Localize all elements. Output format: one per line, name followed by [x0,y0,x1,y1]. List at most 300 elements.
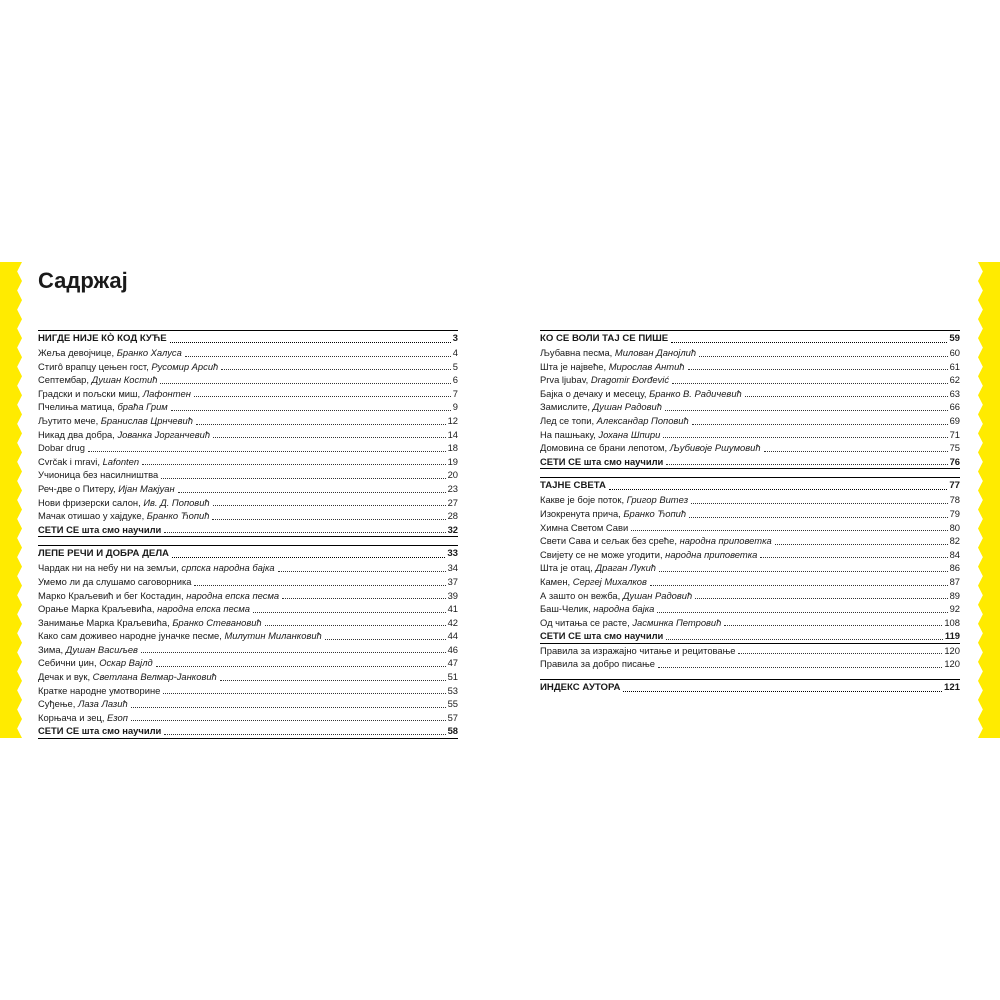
entry-title: Шта је отац, [540,562,596,574]
entry-text [38,670,217,684]
toc-entry [38,711,458,725]
dot-leader [253,612,446,613]
entry-text [540,455,663,469]
entry-title: Марко Краљевић и бег Костадин, [38,589,187,601]
dot-leader [213,505,446,506]
page-number: 84 [949,548,960,560]
dot-leader [88,451,446,452]
dot-leader [221,369,451,370]
entry-text [38,428,210,442]
entry-text [540,657,655,671]
dot-leader [131,707,446,708]
entry-text [38,602,250,616]
entry-title: Шта је највеће, [540,360,609,372]
page-number: 58 [447,725,458,737]
toc-left-column [38,330,458,742]
dot-leader [196,424,446,425]
page-number: 14 [447,428,458,440]
entry-text [540,387,742,401]
entry-author: Lafonten [102,455,140,467]
page-number: 61 [949,360,960,372]
toc-entry [38,616,458,630]
page-number: 120 [944,658,960,670]
entry-title: Нови фризерски салон, [38,496,144,508]
entry-text [38,546,169,561]
entry-text [540,616,721,630]
page-number: 28 [447,510,458,522]
entry-title: Бајка о дечаку и месецу, [540,387,650,399]
entry-text [38,643,138,657]
entry-title: Како сам доживео народне јуначке песме, [38,630,225,642]
page-number: 7 [452,387,458,399]
toc-entry [540,414,960,428]
page-number: 71 [949,428,960,440]
entry-author: Милован Данојлић [614,347,697,358]
entry-author: Езоп [107,711,128,723]
dot-leader [775,544,948,545]
dot-leader [699,356,947,357]
entry-title: Dobar drug [38,442,85,454]
entry-author: Dragomir Đorđević [590,374,670,386]
entry-text [540,548,757,562]
dot-leader [194,585,445,586]
entry-text [38,346,182,360]
dot-leader [172,557,445,558]
entry-text [38,331,167,346]
entry-title: Љубавна песма, [540,347,615,358]
entry-title: СЕТИ СЕ шта смо научили [38,523,162,535]
page-number: 44 [447,630,458,642]
dot-leader [631,530,947,531]
page-number: 89 [949,589,960,601]
toc-entry [38,509,458,523]
entry-author: Бранко Ћопић [623,507,687,519]
yellow-page-edge-left [0,262,22,738]
entry-title: Домовина се брани лепотом, [540,442,670,454]
dot-leader [671,342,947,343]
entry-title: Градски и пољски миш, [38,387,143,399]
dot-leader [160,383,450,384]
entry-text [38,387,191,401]
entry-text [540,441,761,455]
page-number: 75 [949,442,960,454]
dot-leader [156,666,446,667]
yellow-page-edge-right [978,262,1000,738]
toc-entry [38,575,458,589]
page-number: 34 [447,562,458,574]
page-number: 55 [447,698,458,710]
dot-leader [163,693,445,694]
toc-section [540,477,960,671]
page-number: 87 [949,575,960,587]
dot-leader [212,519,445,520]
section-header [38,546,458,561]
entry-title: Правила за добро писање [540,658,655,670]
entry-author: Лафонтен [142,387,191,399]
entry-author: народна бајка [593,603,655,615]
entry-author: Душан Радовић [622,589,693,601]
toc-entry [540,644,960,658]
dot-leader [325,639,446,640]
page-number: 60 [949,347,960,358]
entry-title: Реч-две о Питеру, [38,482,119,494]
page-number: 33 [447,548,458,560]
entry-author: браћа Грим [117,401,168,413]
toc-entry [38,360,458,374]
dot-leader [164,532,445,533]
page-number: 5 [452,360,458,372]
dot-leader [265,625,446,626]
toc-entry [38,400,458,414]
section-header [540,478,960,493]
dot-leader [691,503,947,504]
entry-author: народна епска песма [157,603,250,615]
toc-entry [38,373,458,387]
page-number: 63 [949,387,960,399]
dot-leader [692,424,948,425]
page-number: 108 [944,616,960,628]
entry-title: Дечак и вук, [38,671,93,683]
page-number: 12 [447,414,458,426]
page-number: 41 [447,603,458,615]
dot-leader [666,464,947,465]
entry-author: Бранко Ћопић [146,510,210,522]
entry-title: Учионица без насилништва [38,469,159,481]
dot-leader [282,598,445,599]
entry-title: ЛЕПЕ РЕЧИ И ДОБРА ДЕЛА [38,548,169,560]
entry-author: Оскар Вајлд [99,657,153,669]
entry-title: Мачак отишао у хајдуке, [38,510,147,522]
dot-leader [764,451,948,452]
entry-title: Prva ljubav, [540,374,591,386]
entry-text [38,400,168,414]
toc-entry [540,360,960,374]
dot-leader [170,342,451,343]
entry-title: Корњача и зец, [38,711,108,723]
toc-entry [540,507,960,521]
dot-leader [131,720,446,721]
entry-text [540,680,620,695]
page-number: 86 [949,562,960,574]
dot-leader [142,464,445,465]
entry-text [38,656,153,670]
toc-entry [38,482,458,496]
entry-text [540,414,689,428]
entry-title: ТАЈНЕ СВЕТА [540,480,606,492]
page-number: 39 [447,589,458,601]
toc-entry [38,697,458,711]
entry-text [38,711,128,725]
entry-text [540,602,654,616]
dot-leader [141,652,446,653]
entry-text [38,616,262,630]
entry-author: Милутин Миланковић [224,630,322,642]
entry-title: Занимање Марка Краљевића, [38,616,173,628]
review-entry [540,455,960,470]
toc-entry [540,521,960,535]
dot-leader [278,571,446,572]
page-number: 3 [452,333,458,344]
entry-title: Чардак ни на небу ни на земљи, [38,562,182,574]
entry-title: Орање Марка Краљевића, [38,603,158,615]
toc-entry [38,602,458,616]
dot-leader [185,356,451,357]
entry-title: НИГДЕ НИЈЕ КО̀ КОД КУЋЕ [38,333,167,344]
entry-text [540,346,696,360]
entry-text [540,331,668,346]
toc-entry [38,629,458,643]
toc-entry [38,589,458,603]
page-number: 20 [447,469,458,481]
dot-leader [689,517,948,518]
toc-entry [540,400,960,414]
dot-leader [745,396,948,397]
entry-text [38,496,210,510]
toc-section [38,545,458,739]
entry-title: Љутито мече, [38,414,101,426]
entry-title: КО СЕ ВОЛИ ТАЈ СЕ ПИШЕ [540,333,669,344]
toc-entry [38,670,458,684]
dot-leader [650,585,948,586]
entry-author: Љубивоје Ршумовић [669,442,761,454]
entry-text [540,360,685,374]
page-number: 119 [944,630,960,642]
toc-entry [38,387,458,401]
page-number: 78 [949,494,960,506]
review-entry [38,523,458,538]
page-title: Садржај [38,268,128,293]
toc-entry [540,493,960,507]
toc-entry [38,428,458,442]
toc-entry [540,428,960,442]
entry-text [38,373,157,387]
toc-entry [540,657,960,671]
dot-leader [164,734,445,735]
entry-title: Изокренута прича, [540,507,624,519]
entry-author: Русомир Арсић [151,360,219,372]
dot-leader [688,369,948,370]
entry-author: Лаза Лазић [77,698,128,710]
entry-title: Какве је боје поток, [540,494,627,506]
dot-leader [194,396,451,397]
toc-entry [540,373,960,387]
entry-author: Бранко Стевановић [172,616,262,628]
entry-text [38,509,209,523]
toc-section [38,330,458,537]
entry-title: СЕТИ СЕ шта смо научили [540,630,664,642]
toc-entry [38,643,458,657]
page-number: 79 [949,507,960,519]
toc-entry [38,414,458,428]
entry-title: Свети Сава и сељак без среће, [540,535,680,547]
page-number: 23 [447,482,458,494]
section-header [540,680,960,695]
entry-author: народна епска песма [186,589,280,601]
toc-entry [540,602,960,616]
entry-title: Cvrčak i mravi, [38,455,103,467]
entry-title: Себични џин, [38,657,100,669]
entry-author: Јасминка Петровић [632,616,722,628]
review-entry [38,724,458,739]
entry-text [38,629,322,643]
page-number: 120 [944,644,960,656]
entry-author: Душан Костић [91,374,158,386]
entry-text [38,360,218,374]
entry-text [38,455,139,469]
section-header [38,331,458,346]
dot-leader [657,612,947,613]
entry-text [38,523,161,537]
dot-leader [738,653,942,654]
entry-text [540,575,647,589]
entry-title: Правила за изражајно читање и рецитовање [540,644,736,656]
page-number: 82 [949,535,960,547]
entry-title: А зашто он вежба, [540,589,623,601]
page-number: 92 [949,603,960,615]
entry-text [38,724,161,738]
page-number: 59 [949,333,960,344]
entry-author: Иjан Макјуан [118,482,175,494]
entry-title: Пчелиња матица, [38,401,118,413]
dot-leader [672,383,948,384]
entry-author: Бранко В. Радичевић [649,387,742,399]
entry-author: Бранко Халуса [116,347,182,358]
entry-title: Камен, [540,575,573,587]
page-number: 37 [447,575,458,587]
toc-entry [540,387,960,401]
entry-text [540,400,662,414]
page-number: 27 [447,496,458,508]
entry-author: Мирослав Антић [608,360,685,372]
entry-title: СЕТИ СЕ шта смо научили [38,725,162,737]
entry-author: Душан Васиљев [65,643,138,655]
entry-title: Кратке народне умотворине [38,684,161,696]
page-number: 19 [447,455,458,467]
entry-text [540,589,692,603]
toc-entry [540,441,960,455]
page-number: 121 [943,682,960,694]
entry-title: На пашњаку, [540,428,599,440]
page-number: 53 [447,684,458,696]
page-number: 76 [949,455,960,467]
entry-text [540,373,669,387]
dot-leader [663,437,947,438]
page-number: 46 [447,643,458,655]
page-number: 62 [949,374,960,386]
entry-title: ИНДЕКС АУТОРА [540,682,621,694]
toc-entry [540,534,960,548]
dot-leader [659,571,948,572]
dot-leader [695,598,947,599]
entry-author: народна приповетка [665,548,758,560]
entry-author: Ив. Д. Поповић [143,496,210,508]
entry-text [38,589,279,603]
page-number: 32 [447,523,458,535]
toc-right-column [540,330,960,698]
entry-text [38,468,158,482]
entry-title: Зима, [38,643,66,655]
entry-title: Септембар, [38,374,92,386]
entry-title: Никад два добра, [38,428,118,440]
entry-title: Замислите, [540,401,593,413]
toc-entry [38,468,458,482]
entry-title: Химна Светом Сави [540,521,629,533]
entry-author: Драган Лукић [595,562,656,574]
toc-entry [38,496,458,510]
entry-author: Јованка Јорганчевић [117,428,211,440]
entry-text [540,493,688,507]
page-number: 66 [949,401,960,413]
dot-leader [220,680,446,681]
review-entry [540,629,960,644]
entry-text [38,684,160,698]
entry-text [540,507,686,521]
toc-entry [540,616,960,630]
entry-author: Светлана Велмар-Јанковић [92,671,217,683]
dot-leader [666,639,943,640]
entry-author: Александар Поповић [596,414,689,426]
dot-leader [623,691,942,692]
dot-leader [665,410,948,411]
toc-entry [38,455,458,469]
toc-section [540,330,960,469]
entry-author: народна приповетка [679,535,772,547]
page-number: 77 [949,480,960,492]
entry-author: Јохана Шпири [598,428,661,440]
entry-text [540,644,735,658]
entry-title: СЕТИ СЕ шта смо научили [540,455,664,467]
toc-entry [540,548,960,562]
page-number: 47 [447,657,458,669]
page-number: 51 [447,671,458,683]
entry-text [38,414,193,428]
toc-entry [540,575,960,589]
entry-text [540,428,660,442]
page-number: 69 [949,414,960,426]
page-number: 9 [452,401,458,413]
dot-leader [658,667,942,668]
entry-text [540,534,772,548]
section-header [540,331,960,346]
toc-entry [38,656,458,670]
entry-author: Душан Радовић [592,401,662,413]
entry-text [38,697,128,711]
toc-entry [540,561,960,575]
entry-title: Суђење, [38,698,78,710]
entry-text [38,561,275,575]
page-number: 18 [447,442,458,454]
dot-leader [760,557,947,558]
entry-title: Свијету се не може угодити, [540,548,666,560]
dot-leader [171,410,451,411]
toc-entry [540,589,960,603]
entry-author: Бранислав Црнчевић [100,414,193,426]
entry-author: Сергеј Михалков [572,575,647,587]
entry-title: Од читања се расте, [540,616,633,628]
entry-title: Жеља девојчице, [38,347,117,358]
toc-section [540,679,960,695]
page-number: 4 [452,347,458,358]
page-number: 42 [447,616,458,628]
entry-text [540,629,663,643]
entry-title: Стигô врапцу цењен гост, [38,360,152,372]
dot-leader [178,492,446,493]
toc-entry [38,346,458,360]
entry-text [38,575,191,589]
entry-text [38,482,175,496]
entry-title: Умемо ли да слушамо саговорника [38,575,192,587]
page-number: 57 [447,711,458,723]
